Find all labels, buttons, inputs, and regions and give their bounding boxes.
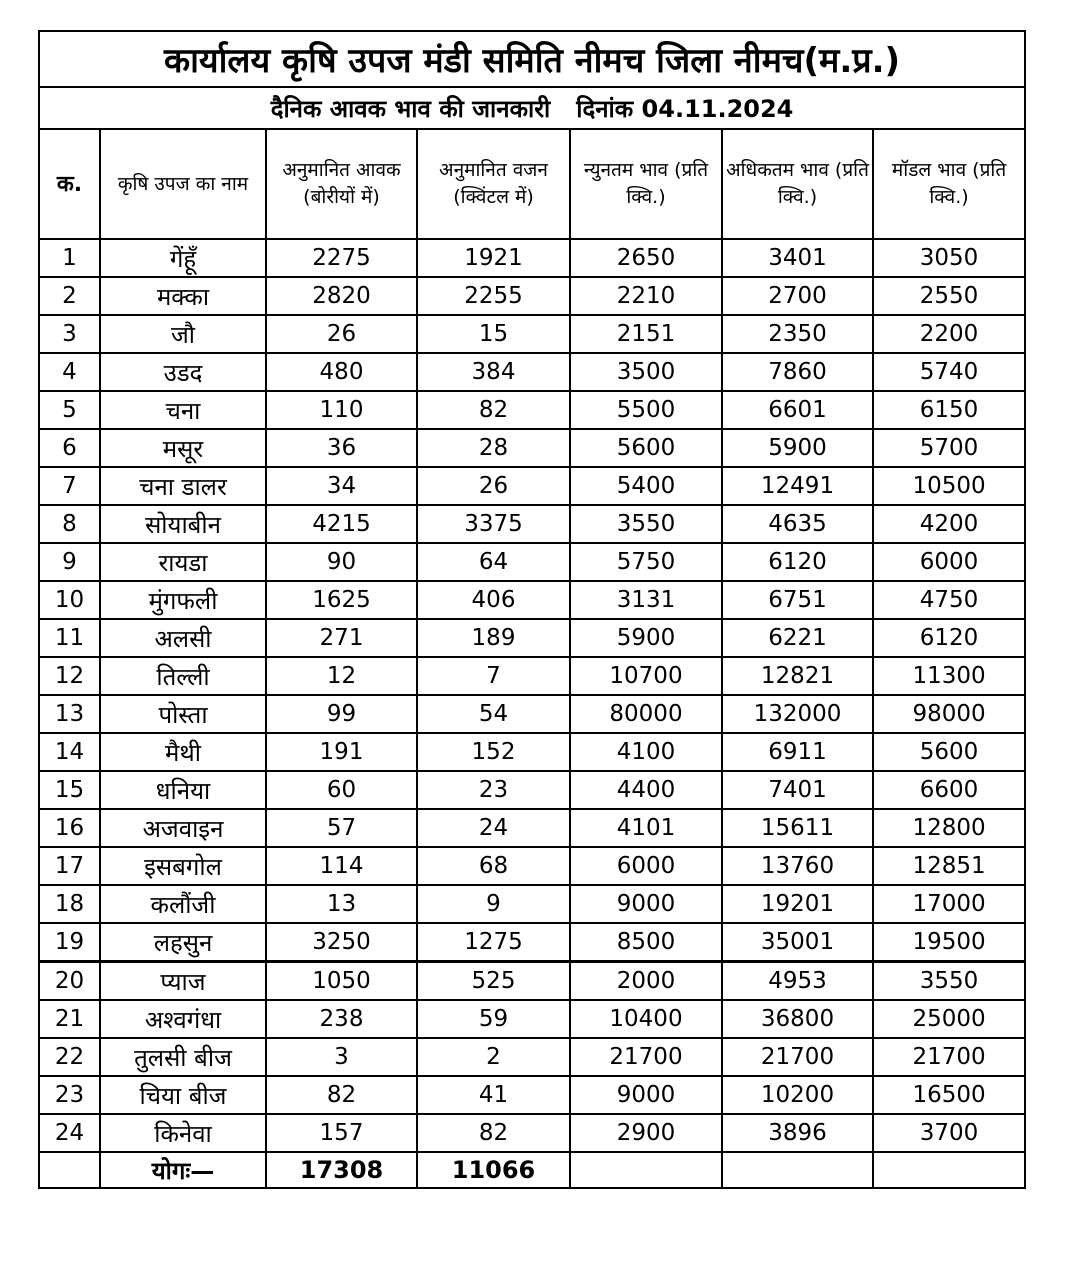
- est-weight-cell: 26: [417, 467, 570, 505]
- est-weight-cell: 7: [417, 657, 570, 695]
- est-arrival-cell: 114: [266, 847, 417, 885]
- crop-name-cell: तिल्ली: [100, 657, 266, 695]
- date-label: दिनांक: [576, 94, 634, 123]
- min-price-cell: 80000: [570, 695, 722, 733]
- total-weight: 11066: [417, 1152, 570, 1188]
- serial-cell: 14: [39, 733, 100, 771]
- est-weight-cell: 23: [417, 771, 570, 809]
- est-arrival-cell: 2820: [266, 277, 417, 315]
- crop-name-cell: अश्वगंधा: [100, 1000, 266, 1038]
- est-arrival-cell: 2275: [266, 239, 417, 277]
- modal-price-cell: 6000: [873, 543, 1025, 581]
- modal-price-cell: 3050: [873, 239, 1025, 277]
- crop-name-cell: उडद: [100, 353, 266, 391]
- est-weight-cell: 152: [417, 733, 570, 771]
- serial-cell: 13: [39, 695, 100, 733]
- report-subtitle: [39, 87, 1025, 129]
- min-price-cell: 4400: [570, 771, 722, 809]
- max-price-cell: 4953: [722, 962, 873, 1001]
- modal-price-cell: 5700: [873, 429, 1025, 467]
- modal-price-cell: 5600: [873, 733, 1025, 771]
- serial-cell: 18: [39, 885, 100, 923]
- est-arrival-cell: 191: [266, 733, 417, 771]
- max-price-cell: 19201: [722, 885, 873, 923]
- max-price-cell: 6601: [722, 391, 873, 429]
- table-row: [39, 505, 1025, 543]
- serial-cell: 10: [39, 581, 100, 619]
- max-price-cell: 7401: [722, 771, 873, 809]
- max-price-cell: 2350: [722, 315, 873, 353]
- est-arrival-cell: 90: [266, 543, 417, 581]
- est-weight-cell: 24: [417, 809, 570, 847]
- crop-name-cell: किनेवा: [100, 1114, 266, 1152]
- table-row: [39, 923, 1025, 962]
- est-arrival-cell: 238: [266, 1000, 417, 1038]
- est-weight-cell: 1921: [417, 239, 570, 277]
- min-price-cell: 3500: [570, 353, 722, 391]
- table-row: [39, 543, 1025, 581]
- crop-name-cell: जौ: [100, 315, 266, 353]
- modal-price-cell: 17000: [873, 885, 1025, 923]
- crop-name-cell: रायडा: [100, 543, 266, 581]
- min-price-cell: 5500: [570, 391, 722, 429]
- table-row: [39, 1114, 1025, 1152]
- title-row: [39, 31, 1025, 87]
- max-price-column-header: अधिकतम भाव (प्रति क्वि.): [722, 129, 873, 239]
- crop-name-cell: मसूर: [100, 429, 266, 467]
- crop-name-cell: चना: [100, 391, 266, 429]
- serial-cell: 23: [39, 1076, 100, 1114]
- est-weight-cell: 525: [417, 962, 570, 1001]
- modal-price-cell: 10500: [873, 467, 1025, 505]
- est-weight-cell: 9: [417, 885, 570, 923]
- crop-name-cell: मैथी: [100, 733, 266, 771]
- modal-price-cell: 19500: [873, 923, 1025, 962]
- modal-price-cell: 2550: [873, 277, 1025, 315]
- total-max-price-cell: [722, 1152, 873, 1188]
- est-weight-cell: 54: [417, 695, 570, 733]
- est-arrival-cell: 57: [266, 809, 417, 847]
- total-arrival: 17308: [266, 1152, 417, 1188]
- crop-name-cell: चिया बीज: [100, 1076, 266, 1114]
- est-weight-cell: 64: [417, 543, 570, 581]
- est-arrival-cell: 271: [266, 619, 417, 657]
- serial-cell: 12: [39, 657, 100, 695]
- serial-cell: 15: [39, 771, 100, 809]
- max-price-cell: 6911: [722, 733, 873, 771]
- crop-name-cell: अलसी: [100, 619, 266, 657]
- max-price-cell: 4635: [722, 505, 873, 543]
- max-price-cell: 2700: [722, 277, 873, 315]
- est-weight-cell: 28: [417, 429, 570, 467]
- est-arrival-cell: 157: [266, 1114, 417, 1152]
- crop-name-cell: धनिया: [100, 771, 266, 809]
- table-row: [39, 847, 1025, 885]
- office-title: कार्यालय कृषि उपज मंडी समिति नीमच जिला नीमच(म.प्र.): [39, 31, 1025, 87]
- est-arrival-cell: 13: [266, 885, 417, 923]
- est-weight-cell: 2255: [417, 277, 570, 315]
- min-price-cell: 5750: [570, 543, 722, 581]
- min-price-cell: 2210: [570, 277, 722, 315]
- modal-price-cell: 21700: [873, 1038, 1025, 1076]
- max-price-cell: 132000: [722, 695, 873, 733]
- serial-cell: 21: [39, 1000, 100, 1038]
- est-arrival-cell: 110: [266, 391, 417, 429]
- min-price-cell: 2650: [570, 239, 722, 277]
- subtitle-row: [39, 87, 1025, 129]
- crop-name-column-header: कृषि उपज का नाम: [100, 129, 266, 239]
- serial-cell: 4: [39, 353, 100, 391]
- min-price-cell: 5600: [570, 429, 722, 467]
- serial-cell: 5: [39, 391, 100, 429]
- modal-price-cell: 6120: [873, 619, 1025, 657]
- modal-price-cell: 11300: [873, 657, 1025, 695]
- est-arrival-cell: 99: [266, 695, 417, 733]
- serial-cell: 17: [39, 847, 100, 885]
- max-price-cell: 36800: [722, 1000, 873, 1038]
- max-price-cell: 6751: [722, 581, 873, 619]
- min-price-cell: 6000: [570, 847, 722, 885]
- crop-name-cell: मक्का: [100, 277, 266, 315]
- est-weight-cell: 189: [417, 619, 570, 657]
- crop-name-cell: मुंगफली: [100, 581, 266, 619]
- daily-arrival-price-table: [38, 30, 1026, 1189]
- total-row: [39, 1152, 1025, 1188]
- crop-name-cell: चना डालर: [100, 467, 266, 505]
- modal-price-column-header: मॉडल भाव (प्रति क्वि.): [873, 129, 1025, 239]
- modal-price-cell: 4200: [873, 505, 1025, 543]
- modal-price-cell: 12800: [873, 809, 1025, 847]
- serial-cell: 7: [39, 467, 100, 505]
- table-row: [39, 695, 1025, 733]
- est-weight-cell: 2: [417, 1038, 570, 1076]
- serial-cell: 6: [39, 429, 100, 467]
- min-price-cell: 2000: [570, 962, 722, 1001]
- table-row: [39, 391, 1025, 429]
- modal-price-cell: 5740: [873, 353, 1025, 391]
- serial-cell: 16: [39, 809, 100, 847]
- crop-name-cell: पोस्ता: [100, 695, 266, 733]
- modal-price-cell: 3550: [873, 962, 1025, 1001]
- est-arrival-cell: 26: [266, 315, 417, 353]
- modal-price-cell: 98000: [873, 695, 1025, 733]
- serial-cell: 9: [39, 543, 100, 581]
- serial-cell: 1: [39, 239, 100, 277]
- min-price-cell: 9000: [570, 1076, 722, 1114]
- max-price-cell: 3401: [722, 239, 873, 277]
- table-row: [39, 467, 1025, 505]
- modal-price-cell: 4750: [873, 581, 1025, 619]
- min-price-cell: 8500: [570, 923, 722, 962]
- est-weight-column-header: अनुमानित वजन (क्विंटल में): [417, 129, 570, 239]
- max-price-cell: 10200: [722, 1076, 873, 1114]
- min-price-cell: 2900: [570, 1114, 722, 1152]
- table-row: [39, 1076, 1025, 1114]
- max-price-cell: 35001: [722, 923, 873, 962]
- crop-name-cell: अजवाइन: [100, 809, 266, 847]
- est-arrival-cell: 1050: [266, 962, 417, 1001]
- table-row: [39, 619, 1025, 657]
- table-row: [39, 1038, 1025, 1076]
- est-weight-cell: 384: [417, 353, 570, 391]
- est-weight-cell: 15: [417, 315, 570, 353]
- serial-cell: 3: [39, 315, 100, 353]
- table-row: [39, 962, 1025, 1001]
- min-price-cell: 3550: [570, 505, 722, 543]
- date-value: 04.11.2024: [641, 94, 794, 123]
- max-price-cell: 3896: [722, 1114, 873, 1152]
- est-arrival-cell: 36: [266, 429, 417, 467]
- crop-name-cell: सोयाबीन: [100, 505, 266, 543]
- max-price-cell: 6221: [722, 619, 873, 657]
- total-modal-price-cell: [873, 1152, 1025, 1188]
- serial-cell: 8: [39, 505, 100, 543]
- max-price-cell: 12821: [722, 657, 873, 695]
- max-price-cell: 5900: [722, 429, 873, 467]
- est-weight-cell: 41: [417, 1076, 570, 1114]
- est-arrival-cell: 60: [266, 771, 417, 809]
- table-row: [39, 657, 1025, 695]
- min-price-cell: 4100: [570, 733, 722, 771]
- modal-price-cell: 6600: [873, 771, 1025, 809]
- max-price-cell: 13760: [722, 847, 873, 885]
- est-weight-cell: 59: [417, 1000, 570, 1038]
- min-price-cell: 5900: [570, 619, 722, 657]
- modal-price-cell: 3700: [873, 1114, 1025, 1152]
- table-row: [39, 809, 1025, 847]
- serial-cell: 22: [39, 1038, 100, 1076]
- min-price-cell: 5400: [570, 467, 722, 505]
- est-arrival-column-header: अनुमानित आवक (बोरीयों में): [266, 129, 417, 239]
- est-arrival-cell: 4215: [266, 505, 417, 543]
- crop-name-cell: गेंहूँ: [100, 239, 266, 277]
- crop-name-cell: तुलसी बीज: [100, 1038, 266, 1076]
- table-row: [39, 429, 1025, 467]
- crop-name-cell: प्याज: [100, 962, 266, 1001]
- max-price-cell: 21700: [722, 1038, 873, 1076]
- table-row: [39, 733, 1025, 771]
- table-row: [39, 239, 1025, 277]
- table-row: [39, 885, 1025, 923]
- est-arrival-cell: 12: [266, 657, 417, 695]
- serial-cell: 2: [39, 277, 100, 315]
- modal-price-cell: 25000: [873, 1000, 1025, 1038]
- table-row: [39, 353, 1025, 391]
- est-weight-cell: 406: [417, 581, 570, 619]
- total-label: योगः—: [100, 1152, 266, 1188]
- modal-price-cell: 2200: [873, 315, 1025, 353]
- serial-column-header: क.: [39, 129, 100, 239]
- min-price-cell: 10400: [570, 1000, 722, 1038]
- table-row: [39, 1000, 1025, 1038]
- min-price-cell: 3131: [570, 581, 722, 619]
- table-row: [39, 581, 1025, 619]
- table-row: [39, 771, 1025, 809]
- est-arrival-cell: 3: [266, 1038, 417, 1076]
- est-weight-cell: 1275: [417, 923, 570, 962]
- crop-name-cell: इसबगोल: [100, 847, 266, 885]
- table-row: [39, 277, 1025, 315]
- min-price-cell: 21700: [570, 1038, 722, 1076]
- max-price-cell: 7860: [722, 353, 873, 391]
- est-arrival-cell: 82: [266, 1076, 417, 1114]
- max-price-cell: 6120: [722, 543, 873, 581]
- crop-name-cell: लहसुन: [100, 923, 266, 962]
- total-serial-cell: [39, 1152, 100, 1188]
- max-price-cell: 15611: [722, 809, 873, 847]
- serial-cell: 11: [39, 619, 100, 657]
- crop-name-cell: कलौंजी: [100, 885, 266, 923]
- est-weight-cell: 82: [417, 1114, 570, 1152]
- est-arrival-cell: 3250: [266, 923, 417, 962]
- min-price-column-header: न्युनतम भाव (प्रति क्वि.): [570, 129, 722, 239]
- modal-price-cell: 12851: [873, 847, 1025, 885]
- total-min-price-cell: [570, 1152, 722, 1188]
- min-price-cell: 2151: [570, 315, 722, 353]
- column-header-row: [39, 129, 1025, 239]
- serial-cell: 24: [39, 1114, 100, 1152]
- min-price-cell: 9000: [570, 885, 722, 923]
- serial-cell: 20: [39, 962, 100, 1001]
- modal-price-cell: 16500: [873, 1076, 1025, 1114]
- est-arrival-cell: 480: [266, 353, 417, 391]
- est-weight-cell: 68: [417, 847, 570, 885]
- max-price-cell: 12491: [722, 467, 873, 505]
- modal-price-cell: 6150: [873, 391, 1025, 429]
- min-price-cell: 10700: [570, 657, 722, 695]
- est-weight-cell: 82: [417, 391, 570, 429]
- report-title: दैनिक आवक भाव की जानकारी: [270, 94, 551, 123]
- est-weight-cell: 3375: [417, 505, 570, 543]
- table-row: [39, 315, 1025, 353]
- min-price-cell: 4101: [570, 809, 722, 847]
- est-arrival-cell: 1625: [266, 581, 417, 619]
- serial-cell: 19: [39, 923, 100, 962]
- est-arrival-cell: 34: [266, 467, 417, 505]
